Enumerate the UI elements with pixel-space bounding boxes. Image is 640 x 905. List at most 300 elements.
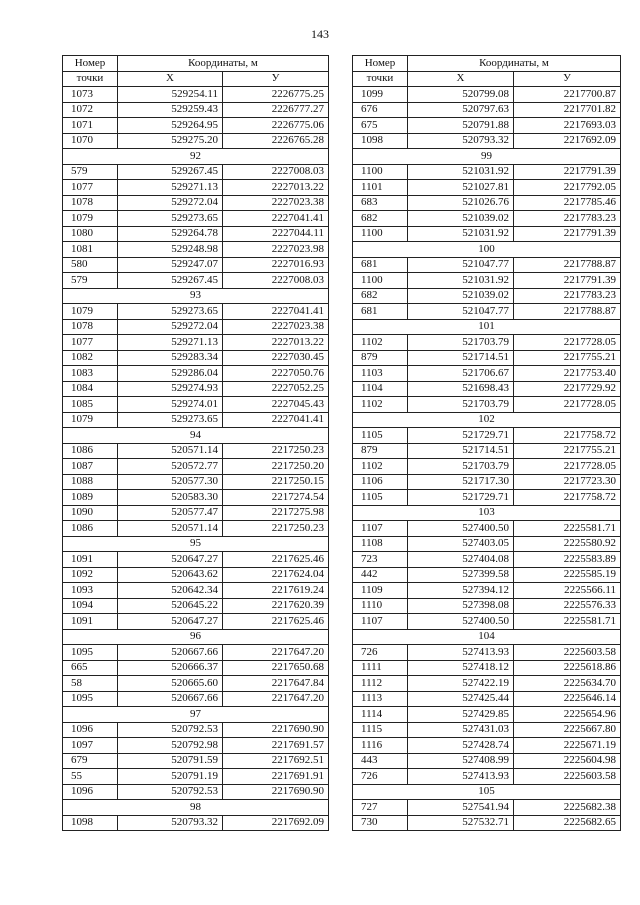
x-coordinate: 520792.53	[118, 722, 223, 738]
point-number: 1083	[63, 366, 118, 382]
section-row	[353, 149, 621, 165]
y-coordinate: 2217275.98	[223, 505, 329, 521]
point-number: 1079	[63, 412, 118, 428]
point-number: 683	[353, 195, 408, 211]
y-coordinate: 2217758.72	[514, 490, 621, 506]
x-coordinate: 520577.47	[118, 505, 223, 521]
x-coordinate: 521714.51	[408, 350, 514, 366]
y-coordinate: 2217692.09	[514, 133, 621, 149]
x-coordinate: 520665.60	[118, 676, 223, 692]
table-row	[353, 226, 621, 242]
table-row	[63, 242, 329, 258]
y-coordinate: 2217690.90	[223, 722, 329, 738]
section-number: 98	[63, 800, 329, 816]
x-coordinate: 529272.04	[118, 195, 223, 211]
x-coordinate: 521729.71	[408, 490, 514, 506]
y-coordinate: 2225585.19	[514, 567, 621, 583]
x-coordinate: 520647.27	[118, 552, 223, 568]
y-coordinate: 2217250.20	[223, 459, 329, 475]
y-coordinate: 2217691.91	[223, 769, 329, 785]
y-coordinate: 2217783.23	[514, 288, 621, 304]
x-coordinate: 529267.45	[118, 273, 223, 289]
table-row	[63, 397, 329, 413]
x-coordinate: 520793.32	[408, 133, 514, 149]
point-number: 1078	[63, 319, 118, 335]
table-row	[353, 443, 621, 459]
point-number: 1077	[63, 180, 118, 196]
table-row	[353, 304, 621, 320]
y-coordinate: 2217647.20	[223, 645, 329, 661]
y-coordinate: 2227023.38	[223, 319, 329, 335]
y-coordinate: 2225634.70	[514, 676, 621, 692]
point-number: 730	[353, 815, 408, 831]
y-coordinate: 2226775.25	[223, 87, 329, 103]
section-row	[353, 242, 621, 258]
y-coordinate: 2226777.27	[223, 102, 329, 118]
x-coordinate: 521031.92	[408, 226, 514, 242]
section-row	[63, 800, 329, 816]
table-row	[353, 133, 621, 149]
x-coordinate: 527418.12	[408, 660, 514, 676]
table-row	[63, 180, 329, 196]
y-coordinate: 2217753.40	[514, 366, 621, 382]
table-row	[353, 428, 621, 444]
table-row	[63, 521, 329, 537]
table-row	[63, 381, 329, 397]
point-number: 1102	[353, 459, 408, 475]
x-coordinate: 527532.71	[408, 815, 514, 831]
point-number: 1079	[63, 304, 118, 320]
table-row	[353, 87, 621, 103]
table-row	[353, 521, 621, 537]
y-coordinate: 2217788.87	[514, 304, 621, 320]
table-row	[63, 350, 329, 366]
point-number: 1105	[353, 490, 408, 506]
section-row	[353, 629, 621, 645]
point-number: 1085	[63, 397, 118, 413]
table-row	[353, 567, 621, 583]
table-row	[63, 319, 329, 335]
point-number: 1100	[353, 226, 408, 242]
point-number: 1108	[353, 536, 408, 552]
table-row	[353, 536, 621, 552]
x-coordinate: 529286.04	[118, 366, 223, 382]
point-number: 681	[353, 257, 408, 273]
x-coordinate: 529254.11	[118, 87, 223, 103]
table-row	[63, 118, 329, 134]
x-coordinate: 520577.30	[118, 474, 223, 490]
coordinates-table-left	[62, 55, 329, 831]
table-row	[63, 567, 329, 583]
x-coordinate: 520645.22	[118, 598, 223, 614]
x-coordinate: 520666.37	[118, 660, 223, 676]
point-number: 682	[353, 211, 408, 227]
x-coordinate: 527403.05	[408, 536, 514, 552]
point-number: 1107	[353, 521, 408, 537]
section-number: 92	[63, 149, 329, 165]
table-row	[353, 118, 621, 134]
y-coordinate: 2217691.57	[223, 738, 329, 754]
section-row	[353, 505, 621, 521]
point-number: 55	[63, 769, 118, 785]
table-row	[353, 691, 621, 707]
point-number: 1113	[353, 691, 408, 707]
point-number: 1079	[63, 211, 118, 227]
x-coordinate: 527398.08	[408, 598, 514, 614]
table-row	[63, 366, 329, 382]
table-row	[63, 102, 329, 118]
point-number: 579	[63, 273, 118, 289]
y-coordinate: 2225654.96	[514, 707, 621, 723]
y-coordinate: 2217755.21	[514, 350, 621, 366]
point-number: 726	[353, 769, 408, 785]
point-number: 679	[63, 753, 118, 769]
table-row	[353, 459, 621, 475]
x-coordinate: 520791.59	[118, 753, 223, 769]
point-number: 1104	[353, 381, 408, 397]
y-coordinate: 2217647.20	[223, 691, 329, 707]
table-row	[353, 102, 621, 118]
table-row	[63, 815, 329, 831]
x-coordinate: 527541.94	[408, 800, 514, 816]
y-coordinate: 2225583.89	[514, 552, 621, 568]
point-number: 727	[353, 800, 408, 816]
x-coordinate: 521703.79	[408, 397, 514, 413]
point-number: 1106	[353, 474, 408, 490]
x-coordinate: 521698.43	[408, 381, 514, 397]
section-number: 104	[353, 629, 621, 645]
point-number: 1077	[63, 335, 118, 351]
x-coordinate: 529273.65	[118, 412, 223, 428]
table-row	[353, 257, 621, 273]
header-y: У	[514, 71, 621, 87]
section-number: 93	[63, 288, 329, 304]
point-number: 1080	[63, 226, 118, 242]
y-coordinate: 2217728.05	[514, 397, 621, 413]
point-number: 1095	[63, 645, 118, 661]
x-coordinate: 527428.74	[408, 738, 514, 754]
point-number: 442	[353, 567, 408, 583]
y-coordinate: 2227041.41	[223, 412, 329, 428]
x-coordinate: 521031.92	[408, 164, 514, 180]
x-coordinate: 521047.77	[408, 257, 514, 273]
point-number: 1091	[63, 614, 118, 630]
x-coordinate: 521039.02	[408, 211, 514, 227]
point-number: 1071	[63, 118, 118, 134]
x-coordinate: 521047.77	[408, 304, 514, 320]
point-number: 443	[353, 753, 408, 769]
x-coordinate: 527429.85	[408, 707, 514, 723]
point-number: 1115	[353, 722, 408, 738]
y-coordinate: 2225580.92	[514, 536, 621, 552]
y-coordinate: 2225576.33	[514, 598, 621, 614]
header-points: точки	[353, 71, 408, 87]
table-body-left	[63, 87, 329, 831]
table-row	[353, 381, 621, 397]
table-row	[353, 753, 621, 769]
table-row	[353, 335, 621, 351]
table-row	[353, 180, 621, 196]
table-row	[63, 443, 329, 459]
table-row	[63, 614, 329, 630]
y-coordinate: 2217755.21	[514, 443, 621, 459]
x-coordinate: 529283.34	[118, 350, 223, 366]
x-coordinate: 520791.88	[408, 118, 514, 134]
table-row	[353, 195, 621, 211]
table-row	[63, 676, 329, 692]
x-coordinate: 521026.76	[408, 195, 514, 211]
section-number: 96	[63, 629, 329, 645]
y-coordinate: 2225581.71	[514, 614, 621, 630]
x-coordinate: 529248.98	[118, 242, 223, 258]
x-coordinate: 520642.34	[118, 583, 223, 599]
header-points: точки	[63, 71, 118, 87]
point-number: 723	[353, 552, 408, 568]
x-coordinate: 520583.30	[118, 490, 223, 506]
x-coordinate: 520647.27	[118, 614, 223, 630]
section-row	[353, 784, 621, 800]
section-number: 101	[353, 319, 621, 335]
x-coordinate: 521027.81	[408, 180, 514, 196]
point-number: 1088	[63, 474, 118, 490]
x-coordinate: 520571.14	[118, 521, 223, 537]
x-coordinate: 529273.65	[118, 304, 223, 320]
table-row	[353, 350, 621, 366]
point-number: 676	[353, 102, 408, 118]
x-coordinate: 520667.66	[118, 645, 223, 661]
y-coordinate: 2225667.80	[514, 722, 621, 738]
x-coordinate: 529271.13	[118, 335, 223, 351]
point-number: 879	[353, 443, 408, 459]
table-row	[353, 273, 621, 289]
coordinates-table-right	[352, 55, 621, 831]
section-number: 105	[353, 784, 621, 800]
y-coordinate: 2217647.84	[223, 676, 329, 692]
y-coordinate: 2227008.03	[223, 164, 329, 180]
x-coordinate: 527425.44	[408, 691, 514, 707]
y-coordinate: 2227023.98	[223, 242, 329, 258]
point-number: 1090	[63, 505, 118, 521]
table-row	[353, 490, 621, 506]
section-row	[63, 707, 329, 723]
y-coordinate: 2225603.58	[514, 645, 621, 661]
y-coordinate: 2217650.68	[223, 660, 329, 676]
y-coordinate: 2217274.54	[223, 490, 329, 506]
x-coordinate: 521729.71	[408, 428, 514, 444]
x-coordinate: 521039.02	[408, 288, 514, 304]
table-row	[63, 164, 329, 180]
point-number: 1086	[63, 443, 118, 459]
point-number: 1097	[63, 738, 118, 754]
y-coordinate: 2217783.23	[514, 211, 621, 227]
section-row	[63, 149, 329, 165]
y-coordinate: 2227041.41	[223, 304, 329, 320]
x-coordinate: 529259.43	[118, 102, 223, 118]
x-coordinate: 521714.51	[408, 443, 514, 459]
section-number: 100	[353, 242, 621, 258]
point-number: 1078	[63, 195, 118, 211]
table-row	[353, 660, 621, 676]
table-row	[353, 722, 621, 738]
table-row	[63, 645, 329, 661]
y-coordinate: 2225603.58	[514, 769, 621, 785]
header-coordinates: Координаты, м	[118, 56, 329, 72]
point-number: 1087	[63, 459, 118, 475]
y-coordinate: 2217700.87	[514, 87, 621, 103]
y-coordinate: 2225646.14	[514, 691, 621, 707]
y-coordinate: 2227013.22	[223, 335, 329, 351]
y-coordinate: 2217792.05	[514, 180, 621, 196]
table-row	[63, 722, 329, 738]
section-row	[63, 536, 329, 552]
x-coordinate: 520643.62	[118, 567, 223, 583]
point-number: 1109	[353, 583, 408, 599]
x-coordinate: 520792.98	[118, 738, 223, 754]
y-coordinate: 2225682.38	[514, 800, 621, 816]
y-coordinate: 2217250.23	[223, 443, 329, 459]
table-row	[353, 474, 621, 490]
y-coordinate: 2217250.23	[223, 521, 329, 537]
table-row	[353, 552, 621, 568]
y-coordinate: 2217791.39	[514, 226, 621, 242]
point-number: 681	[353, 304, 408, 320]
point-number: 1114	[353, 707, 408, 723]
x-coordinate: 520792.53	[118, 784, 223, 800]
x-coordinate: 529275.20	[118, 133, 223, 149]
point-number: 1110	[353, 598, 408, 614]
y-coordinate: 2217728.05	[514, 335, 621, 351]
table-row	[63, 474, 329, 490]
x-coordinate: 527431.03	[408, 722, 514, 738]
point-number: 1095	[63, 691, 118, 707]
table-row	[63, 459, 329, 475]
point-number: 1094	[63, 598, 118, 614]
y-coordinate: 2227044.11	[223, 226, 329, 242]
x-coordinate: 521031.92	[408, 273, 514, 289]
page-number: 143	[311, 27, 329, 41]
y-coordinate: 2225581.71	[514, 521, 621, 537]
x-coordinate: 529274.01	[118, 397, 223, 413]
point-number: 682	[353, 288, 408, 304]
y-coordinate: 2217788.87	[514, 257, 621, 273]
point-number: 1103	[353, 366, 408, 382]
y-coordinate: 2217620.39	[223, 598, 329, 614]
x-coordinate: 527399.58	[408, 567, 514, 583]
point-number: 1072	[63, 102, 118, 118]
point-number: 1099	[353, 87, 408, 103]
table-row	[353, 614, 621, 630]
y-coordinate: 2226765.28	[223, 133, 329, 149]
section-row	[63, 428, 329, 444]
y-coordinate: 2227052.25	[223, 381, 329, 397]
x-coordinate: 521717.30	[408, 474, 514, 490]
x-coordinate: 529264.95	[118, 118, 223, 134]
section-number: 97	[63, 707, 329, 723]
table-row	[63, 660, 329, 676]
point-number: 1107	[353, 614, 408, 630]
x-coordinate: 527394.12	[408, 583, 514, 599]
point-number: 1070	[63, 133, 118, 149]
y-coordinate: 2217250.15	[223, 474, 329, 490]
x-coordinate: 529274.93	[118, 381, 223, 397]
point-number: 1101	[353, 180, 408, 196]
y-coordinate: 2217625.46	[223, 552, 329, 568]
section-number: 102	[353, 412, 621, 428]
table-row	[63, 505, 329, 521]
y-coordinate: 2227045.43	[223, 397, 329, 413]
section-row	[353, 412, 621, 428]
y-coordinate: 2217692.51	[223, 753, 329, 769]
table-row	[63, 784, 329, 800]
point-number: 1073	[63, 87, 118, 103]
y-coordinate: 2217690.90	[223, 784, 329, 800]
point-number: 1116	[353, 738, 408, 754]
table-row	[63, 598, 329, 614]
table-row	[63, 335, 329, 351]
table-row	[353, 397, 621, 413]
table-row	[63, 583, 329, 599]
table-row	[63, 226, 329, 242]
table-row	[353, 707, 621, 723]
y-coordinate: 2225604.98	[514, 753, 621, 769]
point-number: 675	[353, 118, 408, 134]
table-row	[63, 257, 329, 273]
x-coordinate: 527404.08	[408, 552, 514, 568]
x-coordinate: 520571.14	[118, 443, 223, 459]
y-coordinate: 2217758.72	[514, 428, 621, 444]
point-number: 1112	[353, 676, 408, 692]
y-coordinate: 2227023.38	[223, 195, 329, 211]
point-number: 1093	[63, 583, 118, 599]
x-coordinate: 527400.50	[408, 521, 514, 537]
table-row	[63, 211, 329, 227]
table-row	[353, 366, 621, 382]
x-coordinate: 521703.79	[408, 459, 514, 475]
y-coordinate: 2225566.11	[514, 583, 621, 599]
table-row	[353, 815, 621, 831]
table-row	[63, 133, 329, 149]
x-coordinate: 521706.67	[408, 366, 514, 382]
x-coordinate: 527408.99	[408, 753, 514, 769]
table-row	[63, 273, 329, 289]
x-coordinate: 529272.04	[118, 319, 223, 335]
x-coordinate: 529247.07	[118, 257, 223, 273]
point-number: 1098	[353, 133, 408, 149]
y-coordinate: 2217728.05	[514, 459, 621, 475]
point-number: 1092	[63, 567, 118, 583]
table-row	[63, 691, 329, 707]
point-number: 580	[63, 257, 118, 273]
point-number: 579	[63, 164, 118, 180]
y-coordinate: 2227030.45	[223, 350, 329, 366]
table-row	[63, 552, 329, 568]
x-coordinate: 529264.78	[118, 226, 223, 242]
point-number: 1102	[353, 397, 408, 413]
x-coordinate: 527400.50	[408, 614, 514, 630]
x-coordinate: 521703.79	[408, 335, 514, 351]
x-coordinate: 527413.93	[408, 645, 514, 661]
y-coordinate: 2227013.22	[223, 180, 329, 196]
table-row	[63, 769, 329, 785]
table-row	[353, 676, 621, 692]
table-row	[353, 738, 621, 754]
point-number: 1091	[63, 552, 118, 568]
y-coordinate: 2217619.24	[223, 583, 329, 599]
y-coordinate: 2225671.19	[514, 738, 621, 754]
table-row	[63, 87, 329, 103]
point-number: 1098	[63, 815, 118, 831]
section-number: 94	[63, 428, 329, 444]
